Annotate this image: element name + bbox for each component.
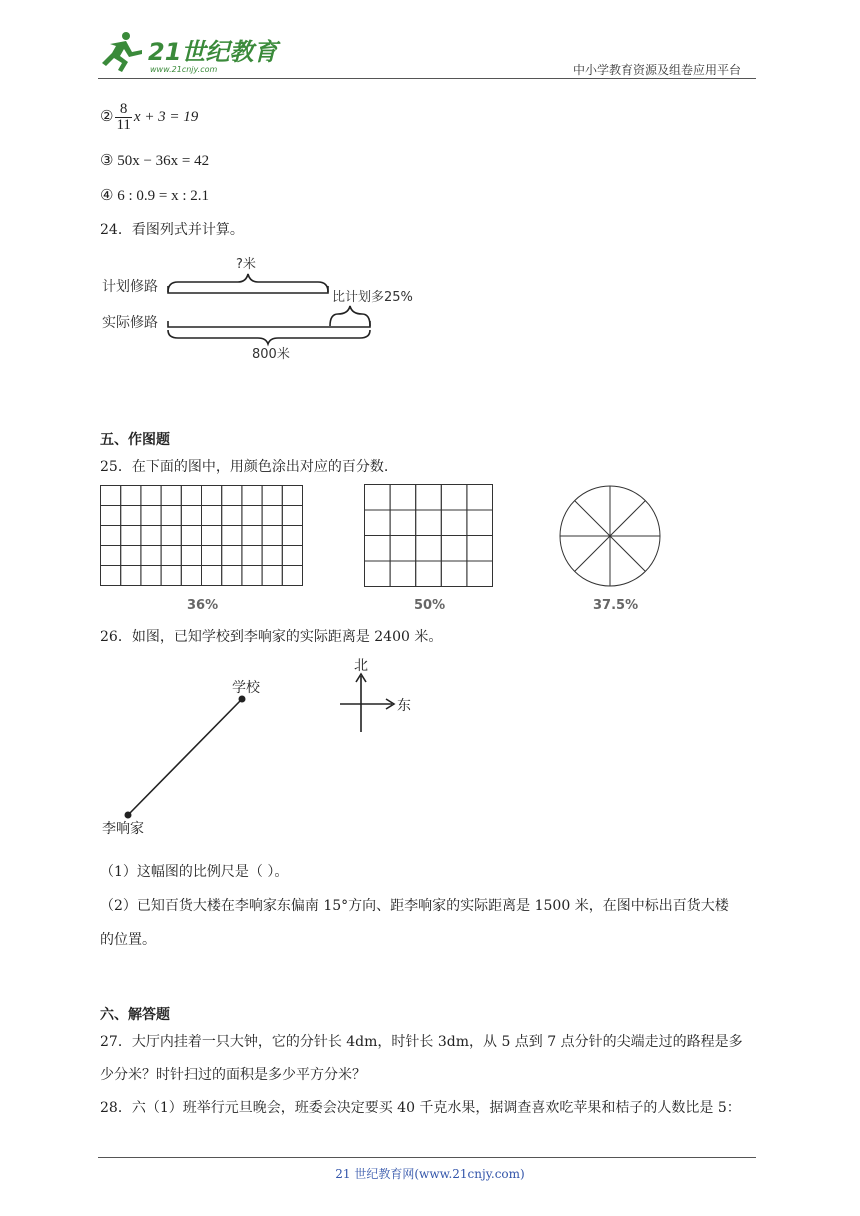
compass-icon (340, 674, 394, 732)
equation-2 (100, 102, 198, 133)
school-label: 学校 (232, 680, 260, 696)
label-50-percent: 50% (414, 598, 446, 613)
grid-cell (121, 506, 141, 526)
grid-cell (441, 561, 467, 587)
east-label: 东 (397, 698, 411, 714)
label-total: 800米 (252, 347, 290, 362)
grid-cell (181, 526, 201, 546)
grid-cell (467, 485, 493, 511)
grid-cell (101, 526, 121, 546)
fraction-denominator: 11 (116, 117, 131, 133)
grid-cell (416, 561, 442, 587)
grid-cell (101, 546, 121, 566)
map-diagram (100, 652, 430, 842)
logo-icon (92, 30, 278, 75)
grid-cell (282, 486, 302, 506)
grid-cell (262, 486, 282, 506)
grid-cell (365, 485, 391, 511)
north-label: 北 (354, 658, 368, 674)
grid-cell (365, 561, 391, 587)
label-37-5-percent: 37.5% (593, 598, 639, 613)
question-24: 24．看图列式并计算。 (100, 222, 244, 238)
grid-cell (141, 566, 161, 586)
grid-cell (222, 566, 242, 586)
grid-10x5 (100, 485, 304, 587)
grid-cell (121, 486, 141, 506)
grid-cell (121, 566, 141, 586)
grid-cell (181, 486, 201, 506)
grid-cell (441, 510, 467, 536)
sector-line (610, 501, 645, 536)
grid-cell (222, 506, 242, 526)
grid-cell (282, 506, 302, 526)
footer-rule (98, 1157, 756, 1158)
grid-cell (181, 566, 201, 586)
grid-cell (390, 485, 416, 511)
equation-3: ③ 50x − 36x = 42 (100, 153, 210, 169)
grid-cell (242, 546, 262, 566)
grid-cell (441, 485, 467, 511)
label-unknown: ?米 (236, 257, 256, 272)
question-28-line1: 28．六（1）班举行元旦晚会，班委会决定要买 40 千克水果，据调查喜欢吃苹果和桔子的人数比是 5： (100, 1100, 741, 1116)
grid-cell (390, 536, 416, 562)
grid-cell (282, 546, 302, 566)
grid-cell (141, 526, 161, 546)
grid-cell (262, 526, 282, 546)
grid-cell (242, 566, 262, 586)
grid-cell (467, 536, 493, 562)
grid-cell (416, 510, 442, 536)
grid-cell (141, 506, 161, 526)
bar-actual (168, 321, 370, 327)
grid-cell (161, 526, 181, 546)
label-more: 比计划多25% (332, 290, 413, 305)
logo-url: www.21cnjy.com (150, 65, 218, 74)
circle-8-sectors (558, 484, 662, 588)
school-home-line (128, 699, 242, 815)
grid-cell (141, 546, 161, 566)
sector-line (575, 501, 610, 536)
equation-2-rest: x + 3 = 19 (133, 108, 199, 125)
bar-plan (168, 286, 328, 293)
section-5-title: 五、作图题 (100, 432, 170, 448)
footer-text: 21 世纪教育网(www.21cnjy.com) (335, 1167, 525, 1181)
home-point (125, 812, 132, 819)
grid-cell (262, 546, 282, 566)
grid-cell (365, 510, 391, 536)
home-label: 李响家 (102, 821, 144, 837)
label-36-percent: 36% (187, 598, 219, 613)
header-rule (98, 78, 756, 79)
grid-cell (262, 506, 282, 526)
grid-cell (121, 546, 141, 566)
grid-cell (121, 526, 141, 546)
question-27-line1: 27．大厅内挂着一只大钟，它的分针长 4dm，时针长 3dm，从 5 点到 7 点分针的尖端走过的路程是多 (100, 1034, 743, 1050)
grid-cell (161, 506, 181, 526)
grid-cell (467, 510, 493, 536)
question-26: 26．如图，已知学校到李响家的实际距离是 2400 米。 (100, 629, 443, 645)
section-6-title: 六、解答题 (100, 1007, 170, 1023)
grid-cell (242, 526, 262, 546)
grid-cell (101, 566, 121, 586)
grid-cell (416, 536, 442, 562)
grid-cell (101, 506, 121, 526)
grid-cell (181, 546, 201, 566)
grid-cell (390, 561, 416, 587)
grid-cell (141, 486, 161, 506)
grid-cell (282, 526, 302, 546)
brace-plan (168, 274, 328, 292)
grid-cell (467, 561, 493, 587)
fraction-numerator: 8 (115, 102, 131, 118)
label-plan: 计划修路 (102, 279, 158, 295)
brace-more (330, 306, 370, 326)
header-platform-text: 中小学教育资源及组卷应用平台 (573, 63, 742, 77)
grid-cell (441, 536, 467, 562)
equation-2-marker: ② (100, 108, 114, 125)
question-25: 25．在下面的图中，用颜色涂出对应的百分数. (100, 459, 389, 475)
grid-cell (202, 546, 222, 566)
sector-line (575, 536, 610, 571)
grid-cell (242, 506, 262, 526)
question-27-line2: 少分米？时针扫过的面积是多少平方分米？ (100, 1067, 366, 1083)
grid-cell (282, 566, 302, 586)
question-26-part-1: （1）这幅图的比例尺是（ ）。 (100, 864, 289, 880)
logo-text: 21世纪教育 (148, 38, 278, 66)
grid-cell (202, 566, 222, 586)
equation-4: ④ 6 : 0.9 = x : 2.1 (100, 188, 209, 204)
grid-cell (161, 566, 181, 586)
grid-cell (416, 485, 442, 511)
grid-cell (202, 506, 222, 526)
brace-total (168, 330, 370, 344)
grid-cell (202, 526, 222, 546)
grid-cell (262, 566, 282, 586)
label-actual: 实际修路 (102, 315, 158, 331)
question-26-part-2-line1: （2）已知百货大楼在李响家东偏南 15°方向、距李响家的实际距离是 1500 米，在图中标出百货大楼 (100, 898, 729, 914)
road-diagram (100, 250, 430, 360)
grid-cell (222, 526, 242, 546)
grid-cell (161, 546, 181, 566)
grid-cell (222, 546, 242, 566)
school-point (239, 696, 246, 703)
grid-cell (161, 486, 181, 506)
grid-cell (222, 486, 242, 506)
grid-cell (181, 506, 201, 526)
grid-cell (390, 510, 416, 536)
grid-cell (242, 486, 262, 506)
sector-line (610, 536, 645, 571)
question-26-part-2-line2: 的位置。 (100, 932, 156, 948)
grid-5x4 (364, 484, 494, 588)
grid-cell (101, 486, 121, 506)
grid-cell (365, 536, 391, 562)
grid-cell (202, 486, 222, 506)
